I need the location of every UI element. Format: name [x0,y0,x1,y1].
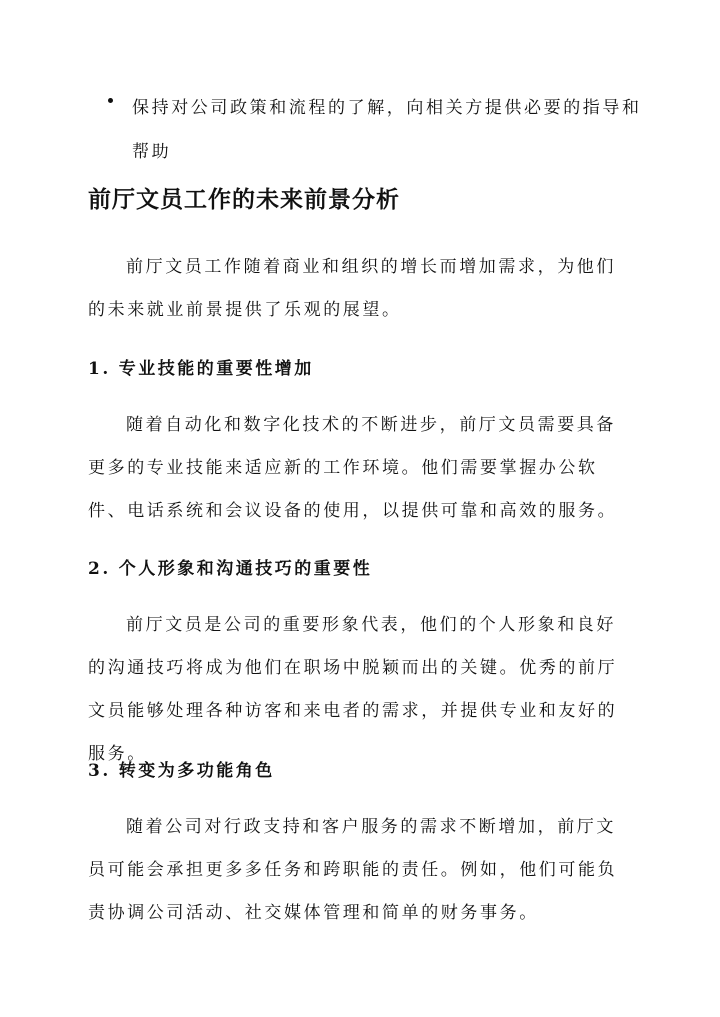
item-title: 转变为多功能角色 [118,761,275,781]
bullet-dot-icon [108,98,113,103]
bullet-text: 保持对公司政策和流程的了解，向相关方提供必要的指导和帮助 [132,98,642,162]
item-heading-2 [88,554,372,584]
item-number: 2. [88,559,111,579]
item-title: 个人形象和沟通技巧的重要性 [118,559,373,579]
item-body-2: 前厅文员是公司的重要形象代表，他们的个人形象和良好的沟通技巧将成为他们在职场中脱颖而出的关键。优秀的前厅文员能够处理各种访客和来电者的需求，并提供专业和友好的服务。 [88,615,618,764]
intro-paragraph: 前厅文员工作随着商业和组织的增长而增加需求，为他们的未来就业前景提供了乐观的展望。 [88,257,616,320]
section-title: 前厅文员工作的未来前景分析 [88,187,400,213]
item-heading-3 [88,756,275,786]
item-number: 1. [88,359,111,379]
item-title: 专业技能的重要性增加 [118,359,314,379]
item-number: 3. [88,761,111,781]
item-body-3: 随着公司对行政支持和客户服务的需求不断增加，前厅文员可能会承担更多多任务和跨职能的责任。例如，他们可能负责协调公司活动、社交媒体管理和简单的财务事务。 [88,817,618,923]
item-body-1: 随着自动化和数字化技术的不断进步，前厅文员需要具备更多的专业技能来适应新的工作环境。他们需要掌握办公软件、电话系统和会议设备的使用，以提供可靠和高效的服务。 [88,415,618,521]
item-heading-1 [88,354,314,384]
